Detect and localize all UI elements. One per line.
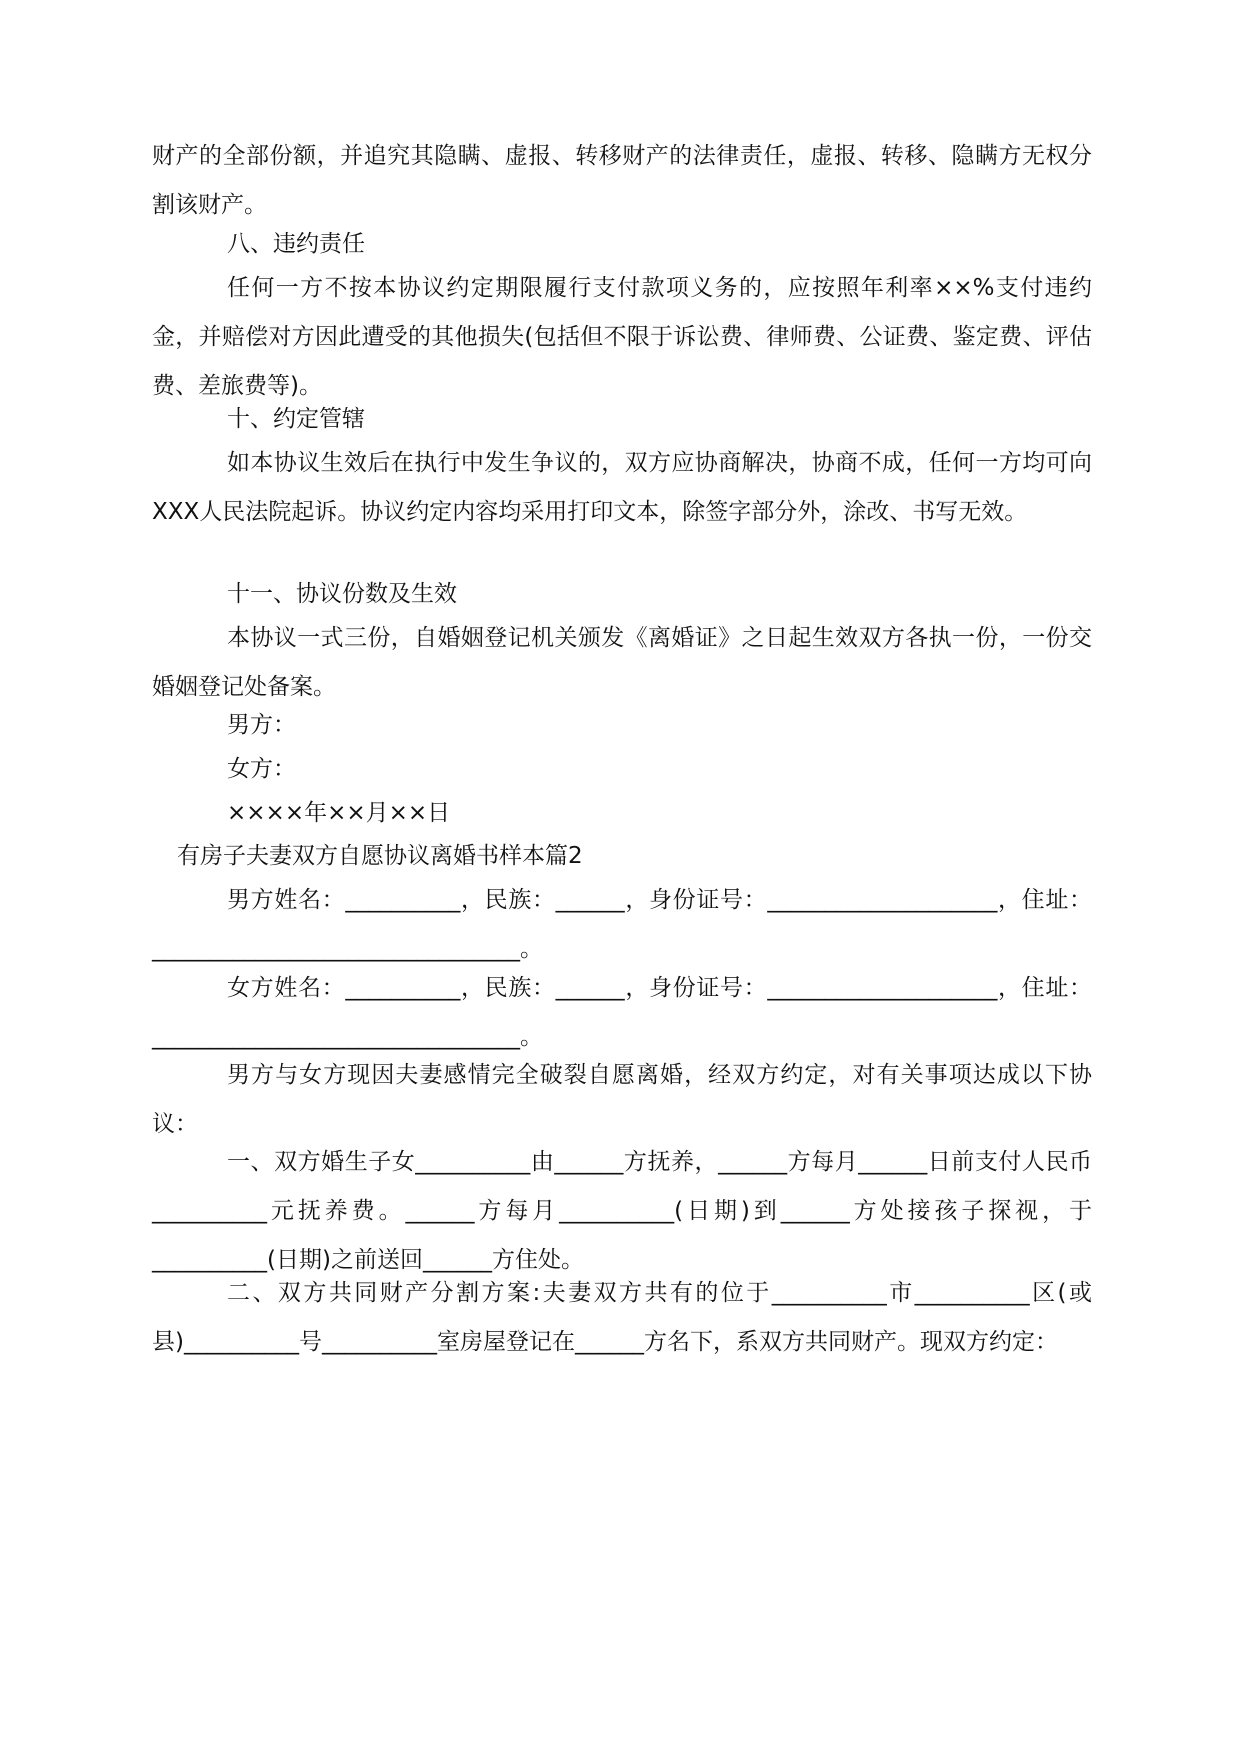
paragraph-male-info: 男方姓名：__________，民族：______，身份证号：____________________，住址：________________________________。 [152,887,1092,962]
paragraph-female-info: 女方姓名：__________，民族：______，身份证号：____________________，住址：________________________________。 [152,975,1092,1050]
paragraph-copies-effect: 本协议一式三份，自婚姻登记机关颁发《离婚证》之日起生效双方各执一份，一份交婚姻登记处备案。 [152,625,1092,700]
heading-jurisdiction: 十、约定管辖 [227,406,365,432]
male-signature-label: 男方： [227,712,296,738]
paragraph-intro: 男方与女方现因夫妻感情完全破裂自愿离婚，经双方约定，对有关事项达成以下协议： [152,1062,1092,1137]
date-line: ××××年××月××日 [227,800,451,826]
paragraph-breach-liability: 任何一方不按本协议约定期限履行支付款项义务的，应按照年利率××%支付违约金，并赔偿对方因此遭受的其他损失(包括但不限于诉讼费、律师费、公证费、鉴定费、评估费、差旅费等)。 [152,275,1092,399]
paragraph-property: 二、双方共同财产分割方案:夫妻双方共有的位于__________市__________区(或县)__________号__________室房屋登记在______方名下，系双方共同财产。现双方约定： [152,1280,1092,1355]
paragraph-property-continuation: 财产的全部份额，并追究其隐瞒、虚报、转移财产的法律责任，虚报、转移、隐瞒方无权分割该财产。 [152,143,1092,218]
section-title: 有房子夫妻双方自愿协议离婚书样本篇2 [177,843,583,869]
female-signature-label: 女方： [227,756,296,782]
heading-copies-effect: 十一、协议份数及生效 [227,581,457,607]
paragraph-children: 一、双方婚生子女__________由______方抚养，______方每月______日前支付人民币__________元抚养费。______方每月__________(日期)到______方处接孩子探视，于__________(日期)之前送回______方住处。 [152,1149,1092,1273]
heading-breach-liability: 八、违约责任 [227,231,365,257]
paragraph-jurisdiction: 如本协议生效后在执行中发生争议的，双方应协商解决，协商不成，任何一方均可向XXX人民法院起诉。协议约定内容均采用打印文本，除签字部分外，涂改、书写无效。 [152,450,1092,525]
